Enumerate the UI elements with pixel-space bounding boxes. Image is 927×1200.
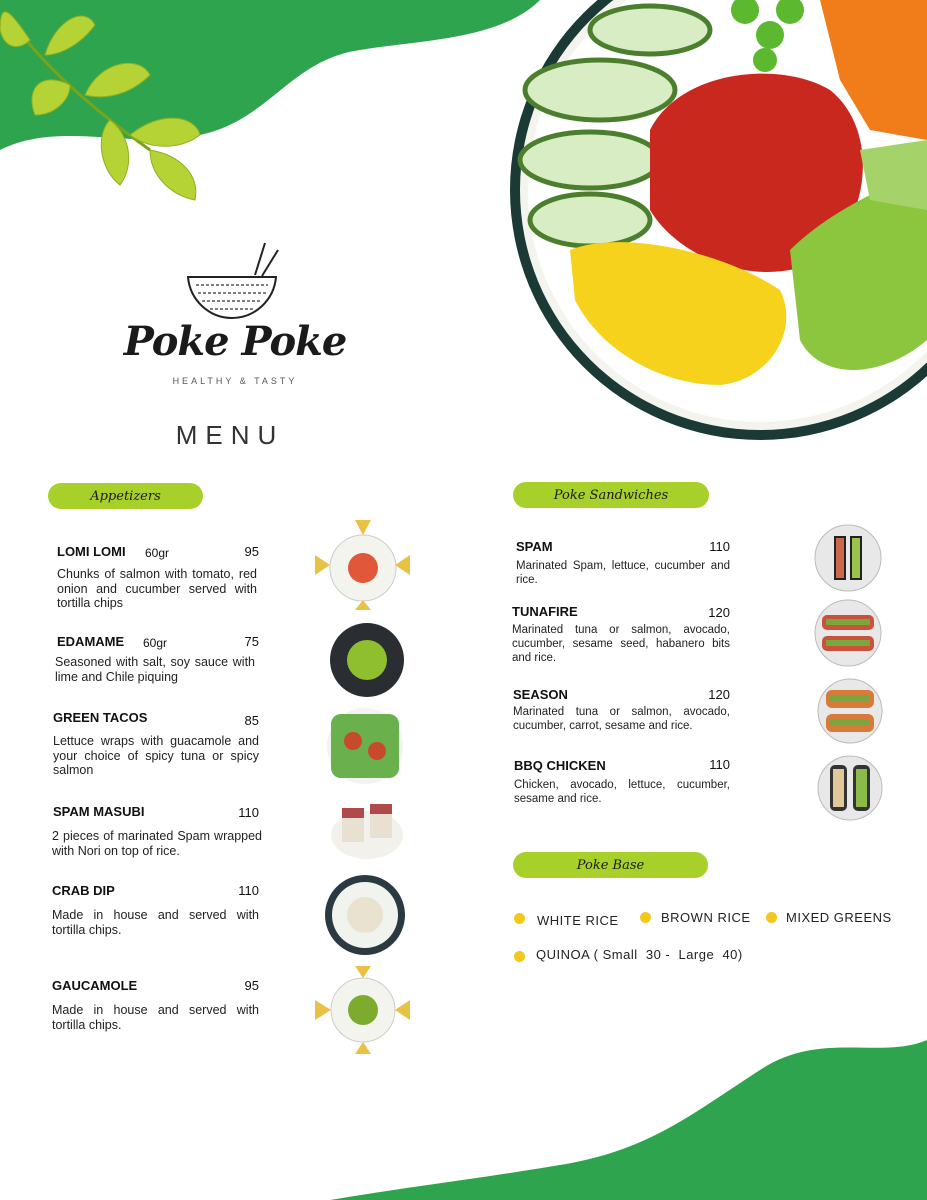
item-name: EDAMAME [57,634,125,649]
item-description: 2 pieces of marinated Spam wrapped with Nori on top of rice. [52,829,262,858]
sandwich-tunafire-image [814,599,882,667]
item-name: GREEN TACOS [53,710,148,725]
brand-name: Poke Poke [123,318,347,365]
dot-icon [514,951,525,962]
dish-edamame-image [328,621,406,699]
item-name: SPAM MASUBI [53,804,145,819]
item-description: Made in house and served with tortilla chips. [52,1003,259,1032]
item-price: 110 [709,757,730,772]
sandwich-bbq-chicken-image [817,755,883,821]
item-description: Seasoned with salt, soy sauce with lime and Chile piquing [55,655,255,684]
item-description: Marinated Spam, lettuce, cucumber and rice. [516,560,730,586]
item-price: 120 [708,605,730,620]
item-price: 110 [709,539,730,554]
section-pill-base: Poke Base [513,852,708,878]
bottom-wave [330,1040,927,1200]
item-name: CRAB DIP [52,883,115,898]
item-description: Chunks of salmon with tomato, red onion and cucumber served with tortilla chips [57,567,257,610]
item-weight: 60gr [145,546,170,560]
bowl-chopsticks-icon [188,243,278,318]
item-description: Chicken, avocado, lettuce, cucumber, sesame and rice. [514,779,730,805]
item-price: 75 [244,634,259,649]
dish-guacamole-image [315,966,410,1054]
item-name: SPAM [516,539,553,554]
item-price: 95 [244,978,259,993]
sandwich-season-image [817,678,883,744]
poke-bowl-image [510,0,927,440]
sandwich-spam-image [814,524,882,592]
item-price: 110 [238,883,259,898]
base-option-brown-rice: BROWN RICE [661,910,751,925]
base-option-quinoa: QUINOA ( Small 30 - Large 40) [536,947,743,962]
section-pill-appetizers: Appetizers [48,483,203,509]
item-description: Made in house and served with tortilla chips. [52,908,259,937]
dot-icon [640,912,651,923]
item-name: SEASON [513,687,568,702]
dish-crab-dip-image [323,873,407,957]
dish-spam-masubi-image [330,800,405,860]
item-price: 85 [244,713,259,728]
item-name: BBQ CHICKEN [514,758,606,773]
item-price: 110 [238,805,259,820]
item-price: 95 [244,544,259,559]
item-name: TUNAFIRE [512,604,578,619]
base-option-white-rice: WHITE RICE [537,913,619,928]
dot-icon [514,913,525,924]
dish-lomi-lomi-image [315,520,410,610]
dot-icon [766,912,777,923]
item-name: GAUCAMOLE [52,978,138,993]
dish-green-tacos-image [325,706,405,786]
base-option-mixed-greens: MIXED GREENS [786,910,892,925]
section-pill-sandwiches: Poke Sandwiches [513,482,709,508]
menu-heading: MENU [175,420,285,450]
item-description: Marinated tuna or salmon, avocado, cucumber, carrot, sesame and rice. [513,706,730,732]
item-weight: 60gr [143,636,168,650]
brand-tagline: HEALTHY & TASTY [172,376,298,386]
item-name: LOMI LOMI [57,544,126,559]
item-description: Lettuce wraps with guacamole and your choice of spicy tuna or spicy salmon [53,734,259,777]
item-description: Marinated tuna or salmon, avocado, cucumber, sesame seed, habanero bits and rice. [512,624,730,664]
item-price: 120 [708,687,730,702]
